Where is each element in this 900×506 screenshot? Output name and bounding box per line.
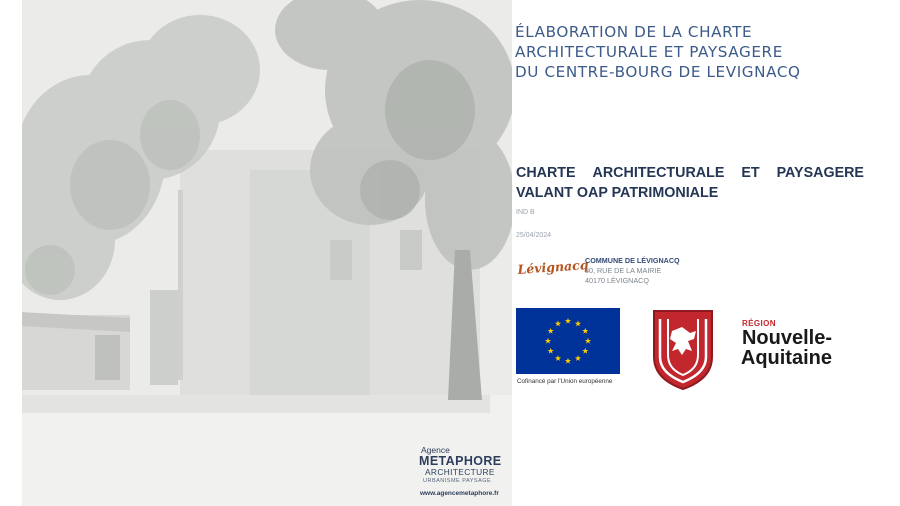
document-date: 25/04/2024 bbox=[516, 232, 552, 239]
agency-website-link[interactable]: www.agencemetaphore.fr bbox=[420, 490, 499, 497]
cover-content bbox=[512, 0, 900, 506]
document-title-line-1 bbox=[516, 163, 864, 183]
agency-line: Agence bbox=[421, 445, 450, 455]
agency-logo bbox=[419, 446, 509, 499]
agency-line: ARCHITECTURE bbox=[425, 467, 495, 477]
document-title-line-2: VALANT OAP PATRIMONIALE bbox=[516, 185, 719, 201]
document-title-word: ET bbox=[741, 165, 760, 181]
revision-index: IND B bbox=[516, 209, 535, 216]
region-name bbox=[724, 328, 832, 368]
project-title-line: ÉLABORATION DE LA CHARTE bbox=[515, 23, 753, 41]
commune-address-block bbox=[585, 256, 680, 286]
document-title-word: PAYSAGERE bbox=[776, 165, 864, 181]
project-title bbox=[515, 22, 895, 82]
document-title-word: ARCHITECTURALE bbox=[592, 165, 725, 181]
agency-name: METAPHORE bbox=[419, 454, 502, 468]
commune-address-line: 40170 LÉVIGNACQ bbox=[585, 276, 649, 285]
region-name-line: Aquitaine bbox=[740, 347, 832, 369]
region-shield-icon bbox=[650, 307, 716, 391]
region-label: RÉGION bbox=[742, 319, 776, 328]
eu-cofinancing-caption: Cofinancé par l'Union européenne bbox=[517, 378, 613, 385]
commune-name: COMMUNE DE LÉVIGNACQ bbox=[585, 256, 680, 265]
project-title-line: ARCHITECTURALE ET PAYSAGERE bbox=[515, 43, 783, 61]
commune-address-line: 80, RUE DE LA MAIRIE bbox=[585, 266, 662, 275]
commune-logo: Lévignacq bbox=[517, 257, 589, 277]
document-title bbox=[516, 163, 866, 203]
project-title-line: DU CENTRE-BOURG DE LEVIGNACQ bbox=[515, 63, 801, 81]
eu-flag-icon bbox=[516, 308, 620, 374]
document-title-word: CHARTE bbox=[516, 165, 576, 181]
region-name-line: Nouvelle- bbox=[741, 327, 832, 349]
agency-line: URBANISME PAYSAGE bbox=[423, 478, 492, 484]
